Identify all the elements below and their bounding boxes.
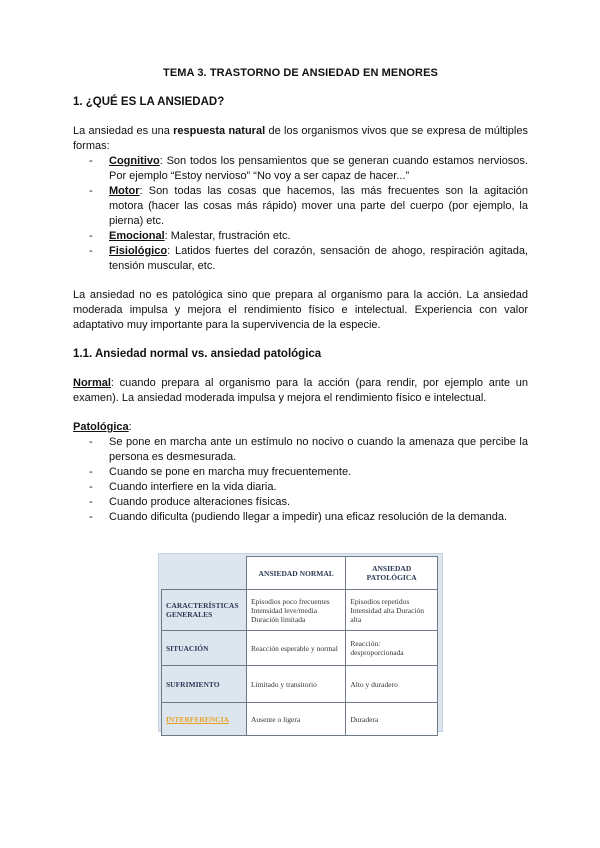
table-cell: Ausente o ligera [247,703,346,736]
normal-paragraph: Normal: cuando prepara al organismo para la acción (para rendir, por ejemplo ante un examen). La ansiedad moderada impulsa y mejora el rendimiento físico e intelectual. [73,377,528,404]
comparison-table-image [158,553,443,732]
section-1-closing: La ansiedad no es patológica sino que prepara al organismo para la acción. La ansiedad moderada impulsa y mejora el rendimiento físico e intelectual. Experiencia con valor adaptativo muy importante para la supervivencia de la especie. [73,289,528,331]
row-header [162,703,247,736]
table-row [162,703,438,736]
anxiety-forms-list [73,154,528,274]
table-cell: Alto y duradero [346,666,438,703]
table-cell: Duradera [346,703,438,736]
table-row [162,590,438,631]
list-item: - Se pone en marcha ante un estímulo no nocivo o cuando la amenaza que percibe la persona es desmesurada. [89,435,528,465]
column-header-pathological: ANSIEDAD PATOLÓGICA [346,557,438,590]
list-item: - Cuando se pone en marcha muy frecuentemente. [89,465,528,480]
list-item: - Cognitivo: Son todos los pensamientos que se generan cuando estamos nerviosos. Por ejemplo “Estoy nervioso” “No voy a ser capaz de hacer...” [89,154,528,184]
list-item: - Cuando interfiere en la vida diaria. [89,480,528,495]
table-row [162,666,438,703]
row-header: SITUACIÓN [162,631,247,666]
pathological-label: Patológica: [73,421,132,433]
table-cell: Episodios repetidos Intensidad alta Duración alta [346,590,438,631]
comparison-table [161,556,438,736]
list-item: - Motor: Son todas las cosas que hacemos, las más frecuentes son la agitación motora (hacer las cosas más rápido) mover una parte del cuerpo (por ejemplo, la pierna) etc. [89,184,528,229]
table-cell: Limitado y transitorio [247,666,346,703]
list-item: - Fisiológico: Latidos fuertes del corazón, sensación de ahogo, respiración agitada, tensión muscular, etc. [89,244,528,274]
list-item: - Cuando produce alteraciones físicas. [89,495,528,510]
row-header: CARACTERÍSTICAS GENERALES [162,590,247,631]
table-cell: Reacción: desproporcionada [346,631,438,666]
list-item: - Cuando dificulta (pudiendo llegar a impedir) una eficaz resolución de la demanda. [89,510,528,525]
highlighted-label: INTERFERENCIA [166,714,229,724]
section-1-intro: La ansiedad es una respuesta natural de los organismos vivos que se expresa de múltiples formas: [73,125,528,152]
section-1-heading: 1. ¿QUÉ ES LA ANSIEDAD? [73,96,225,108]
table-cell: Reacción esperable y normal [247,631,346,666]
column-header-normal: ANSIEDAD NORMAL [247,557,346,590]
document-title: TEMA 3. TRASTORNO DE ANSIEDAD EN MENORES [163,67,438,79]
table-row [162,631,438,666]
document-page [73,66,528,525]
row-header: SUFRIMIENTO [162,666,247,703]
table-cell: Episodios poco frecuentes Intensidad leve/media Duración limitada [247,590,346,631]
pathological-list [73,435,528,525]
section-1-1-heading: 1.1. Ansiedad normal vs. ansiedad patológica [73,348,322,360]
list-item: - Emocional: Malestar, frustración etc. [89,229,528,244]
